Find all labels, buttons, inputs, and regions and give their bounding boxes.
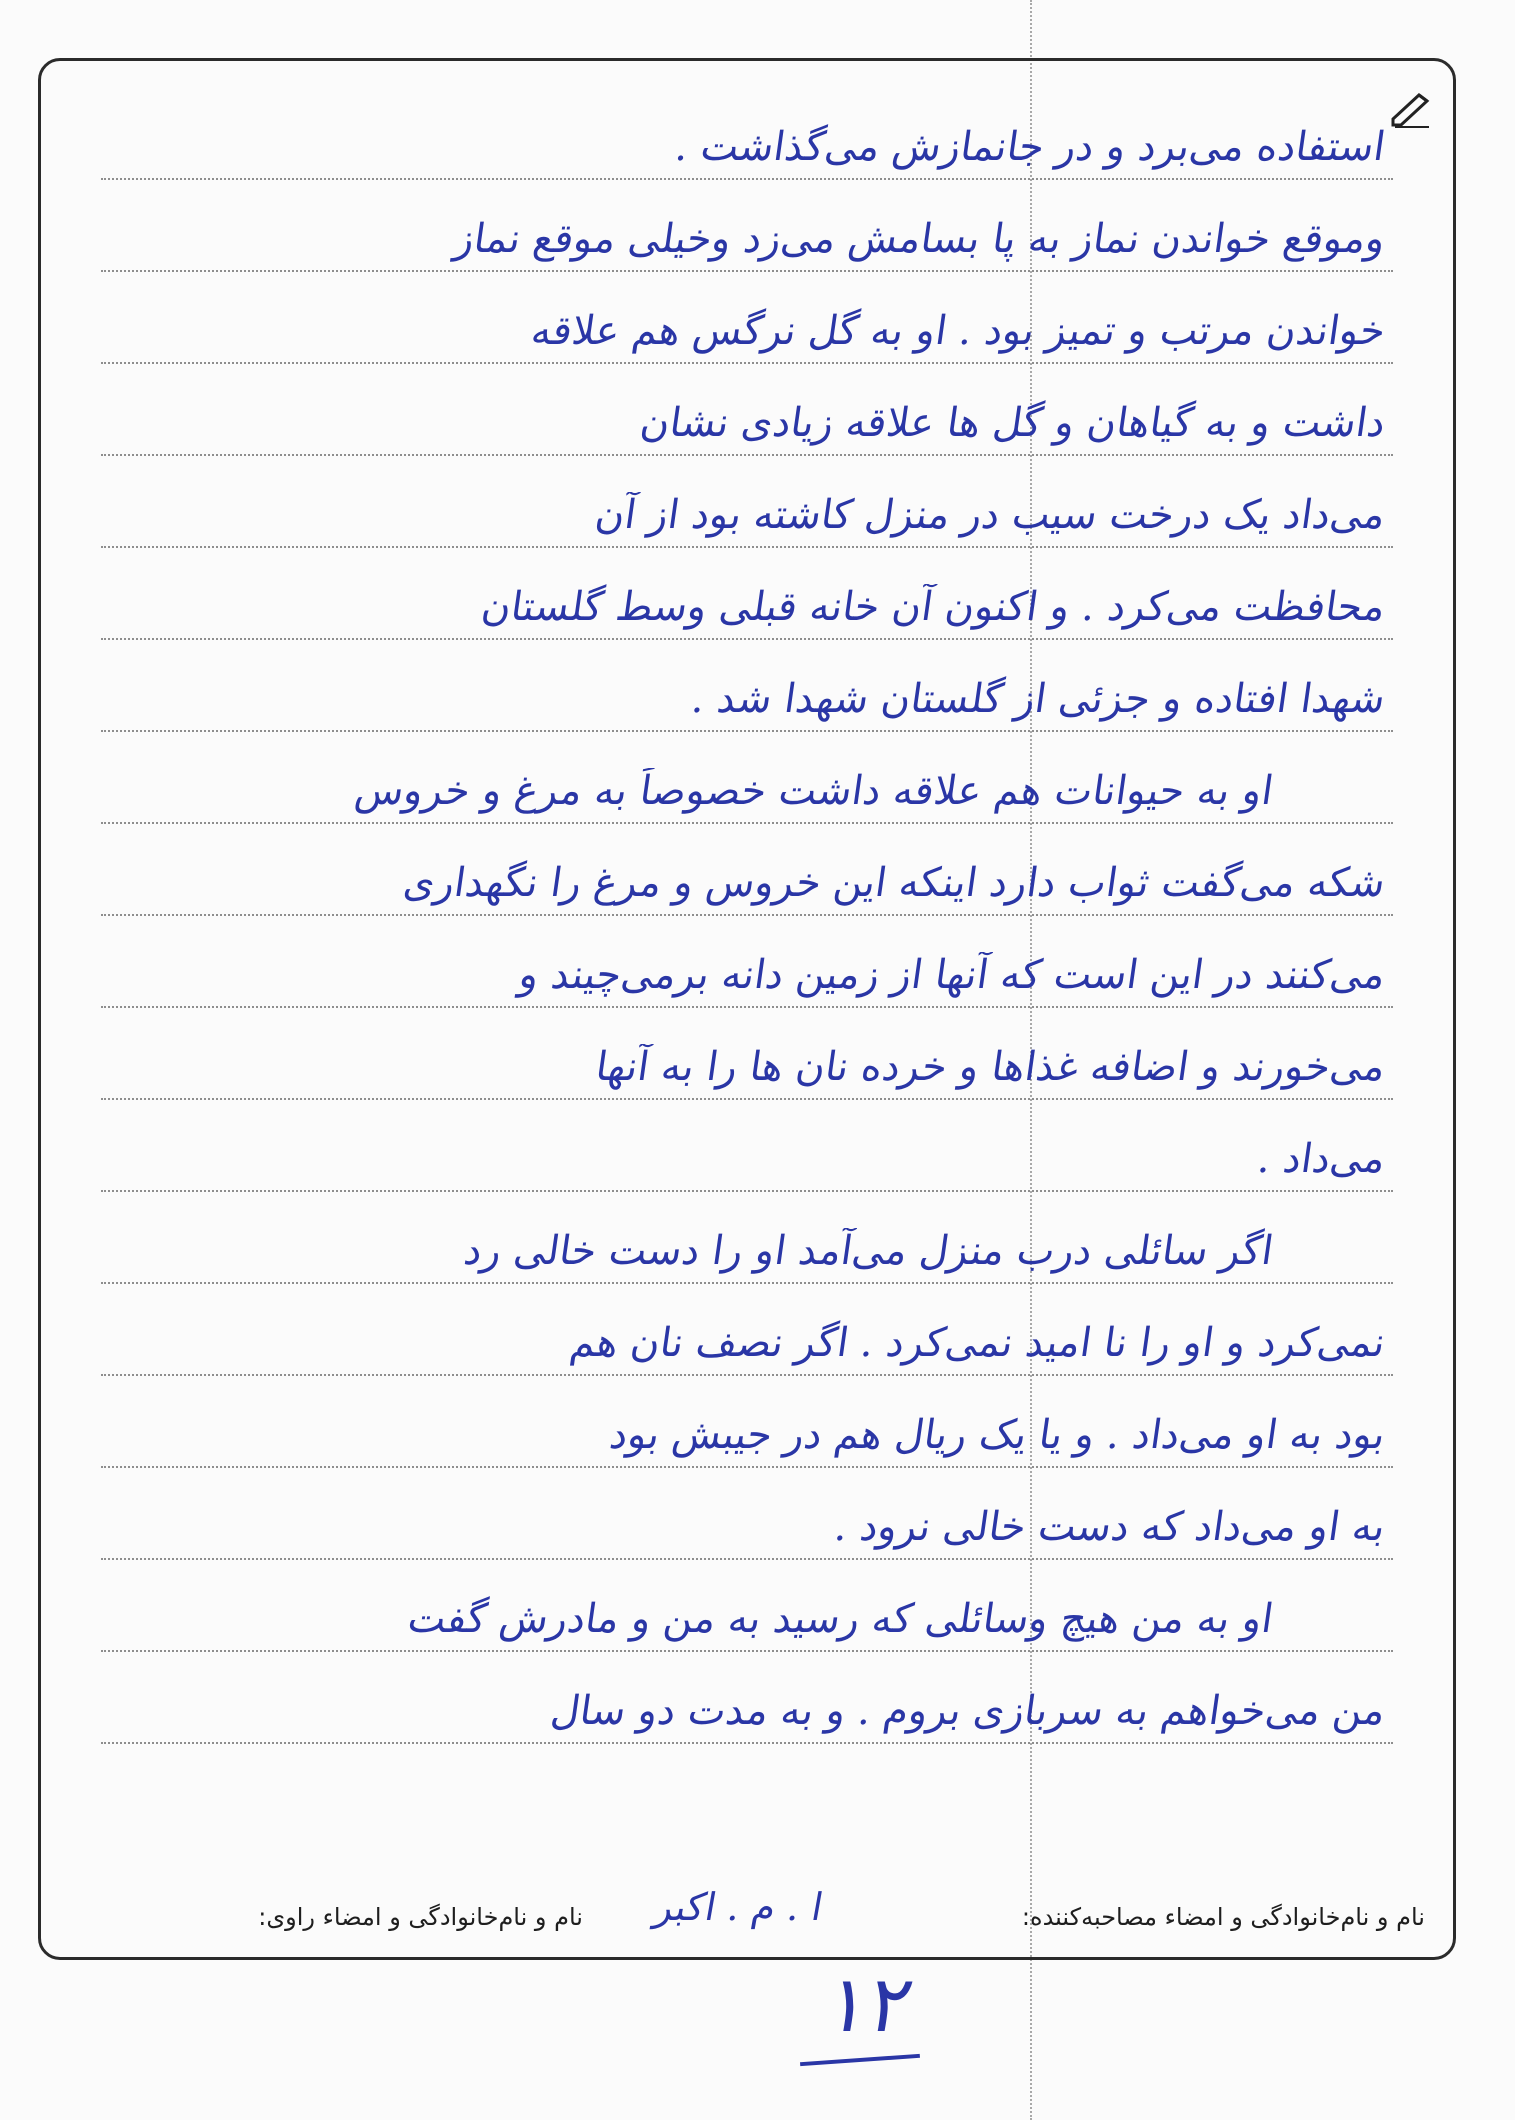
handwritten-line: به او می‌داد که دست خالی نرود .	[831, 1504, 1389, 1550]
handwritten-line: استفاده می‌برد و در جانمازش می‌گذاشت .	[672, 124, 1389, 170]
ruled-line	[101, 1374, 1393, 1376]
ruled-line	[101, 1466, 1393, 1468]
ruled-line	[101, 1098, 1393, 1100]
ruled-line	[101, 914, 1393, 916]
handwritten-line: او به حیوانات هم علاقه داشت خصوصاً به مرغ و خروس	[351, 768, 1277, 814]
handwritten-line: من می‌خواهم به سربازی بروم . و به مدت دو سال	[547, 1688, 1389, 1734]
handwritten-line: نمی‌کرد و او را نا امید نمی‌کرد . اگر نصف نان هم	[567, 1320, 1389, 1366]
ruled-line	[101, 362, 1393, 364]
ruled-line	[101, 1282, 1393, 1284]
form-frame	[38, 58, 1456, 1960]
narrator-label: نام و نام‌خانوادگی و امضاء راوی:	[258, 1903, 583, 1931]
interviewer-label: نام و نام‌خانوادگی و امضاء مصاحبه‌کننده:	[1021, 1903, 1425, 1931]
handwritten-line: محافظت می‌کرد . و اکنون آن خانه قبلی وسط گلستان	[478, 584, 1389, 630]
ruled-line	[101, 454, 1393, 456]
handwritten-line: بود به او می‌داد . و یا یک ریال هم در جیبش بود	[606, 1412, 1389, 1458]
handwritten-line: او به من هیچ وسائلی که رسید به من و مادرش گفت	[405, 1596, 1277, 1642]
interviewer-signature: ا . م . اکبر	[651, 1885, 827, 1929]
ruled-line	[101, 638, 1393, 640]
handwritten-line: اگر سائلی درب منزل می‌آمد او را دست خالی رد	[460, 1228, 1277, 1274]
pen-icon	[1389, 89, 1435, 129]
handwritten-line: شکه می‌گفت ثواب دارد اینکه این خروس و مرغ را نگهداری	[400, 860, 1389, 906]
handwritten-line: می‌داد .	[1254, 1136, 1389, 1182]
ruled-line	[101, 1190, 1393, 1192]
ruled-line	[101, 1558, 1393, 1560]
ruled-line	[101, 822, 1393, 824]
signature-bar	[41, 1881, 1453, 1945]
handwritten-line: خواندن مرتب و تمیز بود . او به گل نرگس هم علاقه	[528, 308, 1389, 354]
ruled-line	[101, 1650, 1393, 1652]
handwritten-line: شهدا افتاده و جزئی از گلستان شهدا شد .	[688, 676, 1389, 722]
page-number: ۱۲	[820, 1960, 920, 2050]
ruled-line	[101, 178, 1393, 180]
ruled-line	[101, 1006, 1393, 1008]
ruled-line	[101, 730, 1393, 732]
handwritten-line: می‌کنند در این است که آنها از زمین دانه برمی‌چیند و	[516, 952, 1389, 998]
handwritten-line: می‌داد یک درخت سیب در منزل کاشته بود از آن	[592, 492, 1389, 538]
ruled-line	[101, 270, 1393, 272]
ruled-lines	[101, 61, 1393, 1861]
handwritten-line: داشت و به گیاهان و گل ها علاقه زیادی نشان	[637, 400, 1389, 446]
ruled-line	[101, 546, 1393, 548]
handwritten-line: می‌خورند و اضافه غذاها و خرده نان ها را به آنها	[592, 1044, 1389, 1090]
handwritten-line: وموقع خواندن نماز به پا بسامش می‌زد وخیلی موقع نماز	[451, 216, 1389, 262]
ruled-line	[101, 1742, 1393, 1744]
page-number-underline	[800, 2054, 920, 2066]
